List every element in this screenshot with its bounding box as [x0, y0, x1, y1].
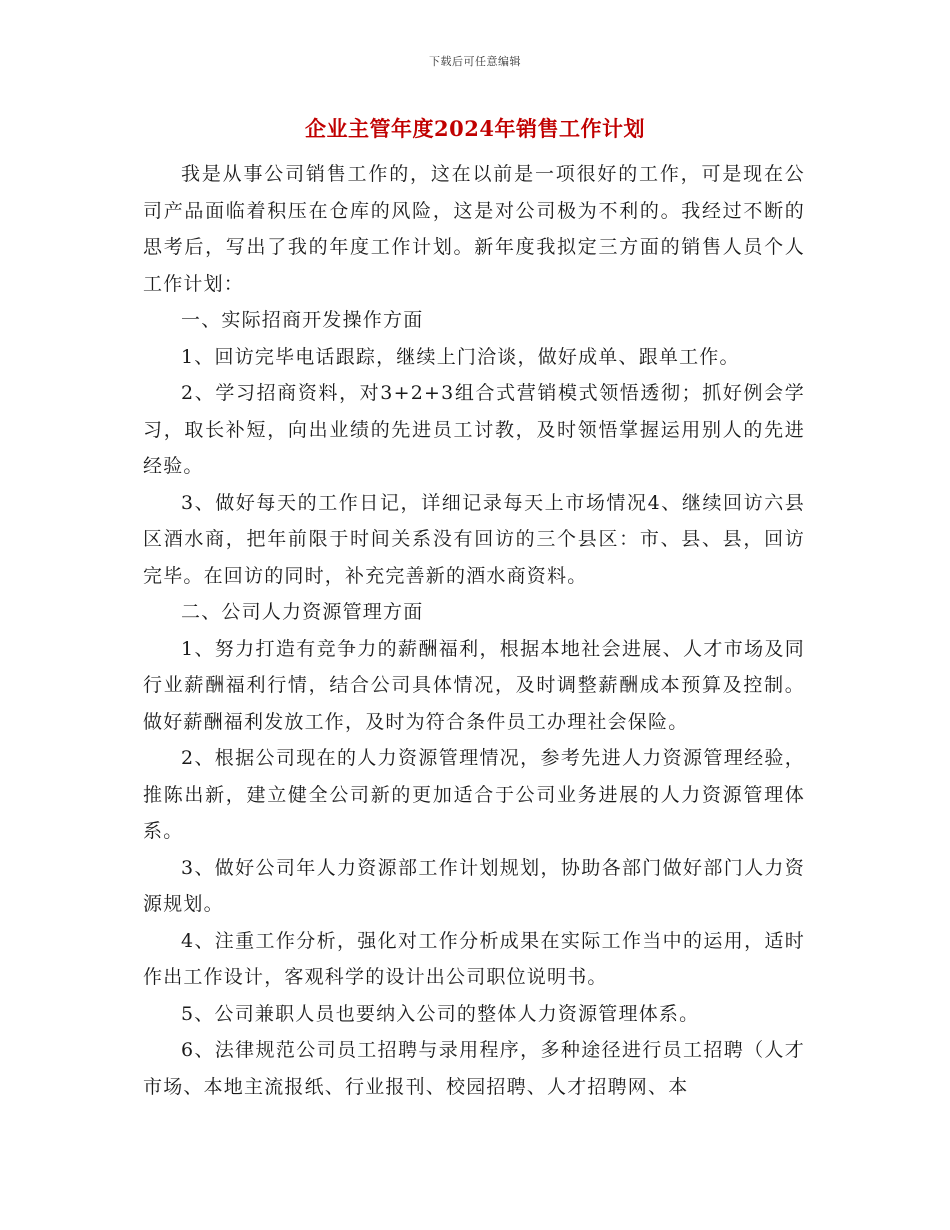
paragraph-item: 5、公司兼职人员也要纳入公司的整体人力资源管理体系。 [181, 1002, 700, 1025]
paragraph-item: 1、回访完毕电话跟踪，继续上门洽谈，做好成单、跟单工作。 [181, 345, 740, 368]
paragraph-item: 6、法律规范公司员工招聘与录用程序，多种途径进行员工招聘（人才市场、本地主流报纸、行业报刊、校园招聘、人才招聘网、本 [143, 1039, 805, 1098]
paragraph-item: 3、做好每天的工作日记，详细记录每天上市场情况4、继续回访六县区酒水商，把年前限于时间关系没有回访的三个县区：市、县、县，回访完毕。在回访的同时，补充完善新的酒水商资料。 [143, 491, 805, 587]
paragraph-item: 3、做好公司年人力资源部工作计划规划，协助各部门做好部门人力资源规划。 [143, 856, 805, 915]
paragraph-item: 4、注重工作分析，强化对工作分析成果在实际工作当中的运用，适时作出工作设计，客观科学的设计出公司职位说明书。 [143, 929, 805, 988]
paragraph-item: 1、努力打造有竞争力的薪酬福利，根据本地社会进展、人才市场及同行业薪酬福利行情，结合公司具体情况，及时调整薪酬成本预算及控制。做好薪酬福利发放工作，及时为符合条件员工办理社会保险。 [143, 637, 805, 733]
header-note: 下载后可任意编辑 [429, 55, 521, 68]
paragraph-item: 2、学习招商资料，对3+2+3组合式营销模式领悟透彻；抓好例会学习，取长补短，向出业绩的先进员工讨教，及时领悟掌握运用别人的先进经验。 [143, 382, 805, 477]
document-body [143, 156, 805, 1105]
paragraph-item: 2、根据公司现在的人力资源管理情况，参考先进人力资源管理经验，推陈出新，建立健全公司新的更加适合于公司业务进展的人力资源管理体系。 [143, 747, 805, 842]
section-heading-hr: 二、公司人力资源管理方面 [181, 601, 424, 623]
section-heading-investment: 一、实际招商开发操作方面 [181, 309, 424, 331]
paragraph-intro: 我是从事公司销售工作的，这在以前是一项很好的工作，可是现在公司产品面临着积压在仓库的风险，这是对公司极为不利的。我经过不断的思考后，写出了我的年度工作计划。新年度我拟定三方面的销售人员个人工作计划： [143, 163, 805, 295]
document-title: 企业主管年度2024年销售工作计划 [305, 116, 645, 141]
